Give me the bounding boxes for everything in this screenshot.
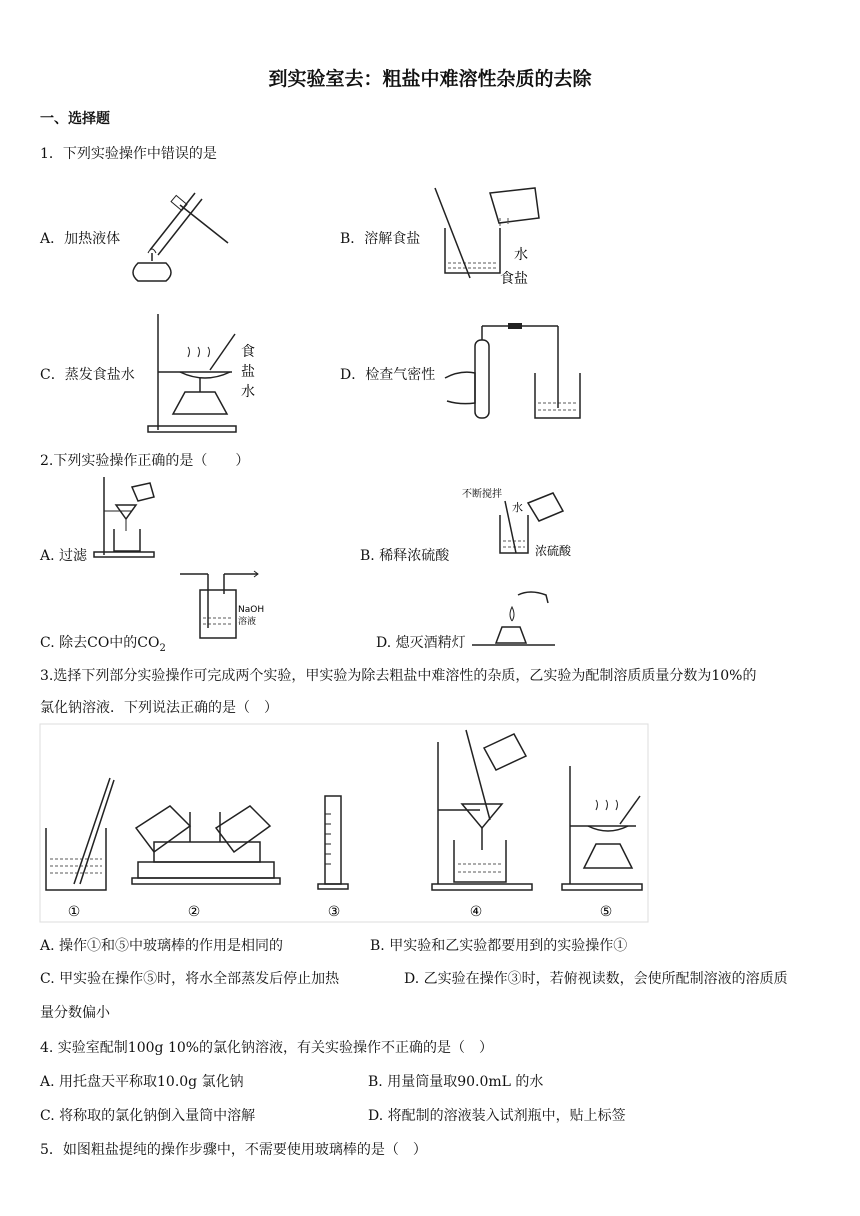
q2-fig-dilute-acid bbox=[460, 483, 580, 563]
q1-fig-airtightness bbox=[440, 318, 590, 423]
q2-label-water: 水 bbox=[512, 501, 523, 514]
q1-label-c-3: 水 bbox=[241, 384, 255, 400]
q3-label-3: ③ bbox=[327, 904, 341, 920]
q3-label-2: ② bbox=[187, 904, 201, 920]
q1-option-c: C．蒸发食盐水 bbox=[40, 367, 135, 383]
q2-label-solution: 溶液 bbox=[238, 617, 257, 627]
q2-option-a: A. 过滤 bbox=[40, 548, 88, 564]
q2-stem: 2.下列实验操作正确的是（ ） bbox=[40, 453, 250, 469]
q3-option-d-line1: D. 乙实验在操作③时，若俯视读数，会使所配制溶液的溶质质 bbox=[404, 971, 788, 987]
q2-fig-filtration bbox=[92, 475, 164, 560]
q3-figure-panel bbox=[40, 724, 648, 922]
q2-option-c: C. 除去CO中的$CO_2$ bbox=[40, 635, 166, 654]
q1-option-a: A．加热液体 bbox=[40, 231, 121, 247]
section-heading: 一、选择题 bbox=[40, 111, 110, 127]
q3-label-1: ① bbox=[67, 904, 81, 920]
q1-option-d: D．检查气密性 bbox=[340, 367, 436, 383]
q1-option-b: B．溶解食盐 bbox=[340, 231, 421, 247]
q3-stem-line2: 氯化钠溶液．下列说法正确的是（ ） bbox=[40, 700, 278, 716]
q1-label-salt: 食盐 bbox=[500, 271, 528, 287]
q2-label-acid: 浓硫酸 bbox=[535, 544, 572, 558]
q3-label-5: ⑤ bbox=[599, 904, 613, 920]
q1-fig-evaporation bbox=[140, 312, 260, 437]
q1-fig-dissolving-salt bbox=[430, 183, 550, 291]
q5-stem: 5．如图粗盐提纯的操作步骤中，不需要使用玻璃棒的是（ ） bbox=[40, 1142, 427, 1158]
q4-option-c: C. 将称取的氯化钠倒入量筒中溶解 bbox=[40, 1108, 256, 1124]
q3-stem-line1: 3.选择下列部分实验操作可完成两个实验，甲实验为除去粗盐中难溶性的杂质，乙实验为配制溶质质量分数为10%的 bbox=[40, 668, 757, 684]
q4-option-a: A. 用托盘天平称取10.0g 氯化钠 bbox=[40, 1074, 244, 1090]
q3-option-c: C. 甲实验在操作⑤时，将水全部蒸发后停止加热 bbox=[40, 971, 340, 987]
q2-option-b: B. 稀释浓硫酸 bbox=[360, 548, 450, 564]
q3-option-a: A. 操作①和⑤中玻璃棒的作用是相同的 bbox=[40, 938, 284, 954]
q2-fig-lamp bbox=[470, 583, 560, 648]
q1-label-water: 水 bbox=[514, 247, 528, 263]
q1-label-c-1: 食 bbox=[241, 344, 255, 360]
q1-fig-heating-liquid bbox=[120, 185, 230, 290]
q2-option-d: D. 熄灭酒精灯 bbox=[376, 635, 466, 651]
q4-stem: 4. 实验室配制100g 10%的氯化钠溶液，有关实验操作不正确的是（ ） bbox=[40, 1040, 494, 1056]
q2-label-stir: 不断搅拌 bbox=[462, 489, 502, 500]
q2-fig-gas-wash bbox=[178, 568, 278, 643]
q3-option-d-line2: 量分数偏小 bbox=[40, 1005, 110, 1021]
q3-option-b: B. 甲实验和乙实验都要用到的实验操作① bbox=[370, 938, 628, 954]
page-title: 到实验室去：粗盐中难溶性杂质的去除 bbox=[268, 68, 592, 90]
q4-option-d: D. 将配制的溶液装入试剂瓶中，贴上标签 bbox=[368, 1108, 626, 1124]
q2-label-naoh: NaOH bbox=[238, 605, 265, 615]
q3-label-4: ④ bbox=[469, 904, 483, 920]
q1-stem: 1．下列实验操作中错误的是 bbox=[40, 146, 217, 162]
q4-option-b: B. 用量筒量取90.0mL 的水 bbox=[368, 1074, 544, 1090]
q1-label-c-2: 盐 bbox=[241, 364, 255, 380]
